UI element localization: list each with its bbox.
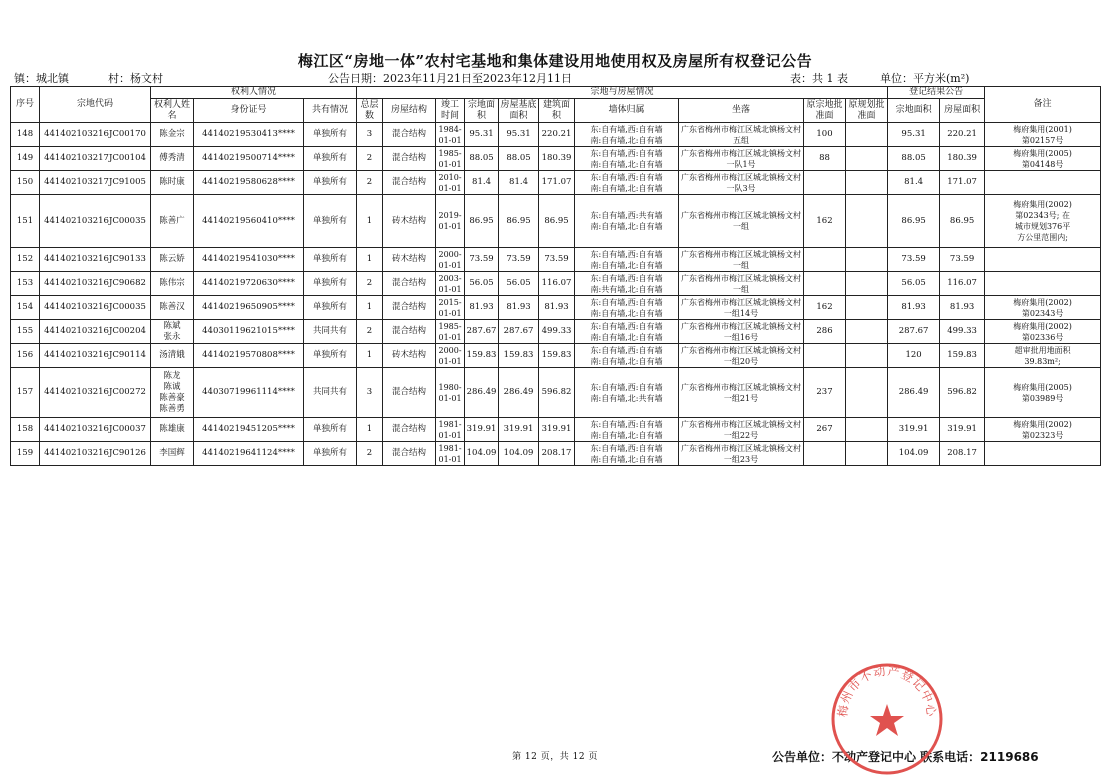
cell-result-area: 120 [888,344,940,368]
cell-name: 陈雄康 [151,418,194,442]
table-row [11,171,1101,195]
cell-code: 441402103216JC00035 [40,195,151,248]
cell-orig [804,272,846,296]
cell-location: 广东省梅州市梅江区城北镇杨文村一组 [679,272,804,296]
cell-area: 73.59 [465,248,499,272]
cell-year: 1981-01-01 [436,442,465,466]
cell-share: 单独所有 [304,418,357,442]
cell-result-area: 73.59 [888,248,940,272]
cell-wall: 东:自有墙,西:自有墙 南:自有墙,北:自有墙 [575,123,679,147]
header-location: 坐落 [679,99,804,123]
cell-result-house: 180.39 [940,147,985,171]
cell-seq: 155 [11,320,40,344]
cell-location: 广东省梅州市梅江区城北镇杨文村一组20号 [679,344,804,368]
cell-build: 220.21 [539,123,575,147]
cell-location: 广东省梅州市梅江区城北镇杨文村一组 [679,248,804,272]
header-area: 宗地面积 [465,99,499,123]
cell-id: 44140219650905**** [194,296,304,320]
cell-structure: 混合结构 [383,442,436,466]
cell-id: 44140219641124**** [194,442,304,466]
cell-name: 陈金宗 [151,123,194,147]
table-body [11,123,1101,466]
cell-name: 陈龙 陈诚 陈善豪 陈善勇 [151,368,194,418]
cell-location: 广东省梅州市梅江区城北镇杨文村一队3号 [679,171,804,195]
cell-location: 广东省梅州市梅江区城北镇杨文村一组14号 [679,296,804,320]
cell-result-area: 56.05 [888,272,940,296]
cell-structure: 混合结构 [383,147,436,171]
cell-share: 共同共有 [304,320,357,344]
cell-name: 陈善广 [151,195,194,248]
cell-location: 广东省梅州市梅江区城北镇杨文村一组 [679,195,804,248]
cell-remark: 梅府集用(2002) 第02323号 [985,418,1101,442]
cell-result-house: 116.07 [940,272,985,296]
cell-base: 286.49 [499,368,539,418]
cell-seq: 151 [11,195,40,248]
cell-location: 广东省梅州市梅江区城北镇杨文村一组21号 [679,368,804,418]
cell-remark: 梅府集用(2002) 第02336号 [985,320,1101,344]
table-row [11,296,1101,320]
cell-base: 86.95 [499,195,539,248]
table-row [11,195,1101,248]
cell-seq: 150 [11,171,40,195]
cell-build: 596.82 [539,368,575,418]
cell-id: 44140219580628**** [194,171,304,195]
cell-remark: 梅府集用(2002) 第02343号 [985,296,1101,320]
table-header [11,87,1101,123]
cell-remark: 梅府集用(2002) 第02343号; 在 城市规划376平 方公里范围内; [985,195,1101,248]
cell-area: 159.83 [465,344,499,368]
cell-wall: 东:自有墙,西:自有墙 南:共有墙,北:自有墙 [575,272,679,296]
cell-orig: 88 [804,147,846,171]
header-id: 身份证号 [194,99,304,123]
cell-result-house: 596.82 [940,368,985,418]
cell-structure: 混合结构 [383,171,436,195]
cell-structure: 混合结构 [383,272,436,296]
cell-id: 44140219570808**** [194,344,304,368]
cell-seq: 156 [11,344,40,368]
cell-seq: 152 [11,248,40,272]
cell-structure: 砖木结构 [383,195,436,248]
cell-base: 319.91 [499,418,539,442]
header-year: 竣工时间 [436,99,465,123]
cell-area: 286.49 [465,368,499,418]
cell-remark [985,442,1101,466]
cell-base: 287.67 [499,320,539,344]
cell-base: 81.4 [499,171,539,195]
cell-share: 单独所有 [304,171,357,195]
cell-floors: 2 [357,272,383,296]
cell-share: 单独所有 [304,147,357,171]
table-row [11,123,1101,147]
header-land-group: 宗地与房屋情况 [357,87,888,99]
cell-base: 81.93 [499,296,539,320]
cell-share: 单独所有 [304,296,357,320]
cell-result-house: 171.07 [940,171,985,195]
table-count: 表：共 1 表 [790,72,848,85]
cell-location: 广东省梅州市梅江区城北镇杨文村一组22号 [679,418,804,442]
cell-area: 95.31 [465,123,499,147]
cell-remark: 超审批用地面积 39.83m²; [985,344,1101,368]
cell-orig: 162 [804,296,846,320]
cell-base: 95.31 [499,123,539,147]
cell-id: 44140219560410**** [194,195,304,248]
cell-result-area: 104.09 [888,442,940,466]
cell-orig [804,442,846,466]
cell-id: 44030119621015**** [194,320,304,344]
cell-result-house: 220.21 [940,123,985,147]
cell-code: 441402103216JC90126 [40,442,151,466]
cell-build: 86.95 [539,195,575,248]
header-remark: 备注 [985,87,1101,123]
cell-seq: 159 [11,442,40,466]
cell-name: 陈云娇 [151,248,194,272]
cell-floors: 2 [357,171,383,195]
cell-plan [846,296,888,320]
cell-code: 441402103216JC90682 [40,272,151,296]
cell-result-area: 95.31 [888,123,940,147]
cell-remark [985,171,1101,195]
cell-id: 44140219451205**** [194,418,304,442]
cell-seq: 157 [11,368,40,418]
cell-plan [846,147,888,171]
cell-remark [985,272,1101,296]
cell-name: 陈斌 张永 [151,320,194,344]
cell-floors: 3 [357,368,383,418]
cell-result-area: 319.91 [888,418,940,442]
cell-base: 56.05 [499,272,539,296]
cell-code: 441402103216JC00272 [40,368,151,418]
table-row [11,344,1101,368]
svg-text:梅州市不动产登记中心: 梅州市不动产登记中心 [835,663,939,718]
cell-code: 441402103217JC00104 [40,147,151,171]
cell-location: 广东省梅州市梅江区城北镇杨文村一组16号 [679,320,804,344]
cell-orig [804,344,846,368]
announcement-period: 公告日期：2023年11月21日至2023年12月11日 [328,72,572,85]
cell-code: 441402103217JC91005 [40,171,151,195]
cell-wall: 东:自有墙,西:自有墙 南:自有墙,北:自有墙 [575,296,679,320]
cell-code: 441402103216JC00035 [40,296,151,320]
town-label: 镇：城北镇 [14,72,69,85]
cell-build: 73.59 [539,248,575,272]
cell-share: 单独所有 [304,195,357,248]
header-structure: 房屋结构 [383,99,436,123]
cell-structure: 砖木结构 [383,344,436,368]
cell-location: 广东省梅州市梅江区城北镇杨文村一组23号 [679,442,804,466]
cell-code: 441402103216JC00037 [40,418,151,442]
cell-code: 441402103216JC90114 [40,344,151,368]
page-number: 第 12 页，共 12 页 [512,752,598,762]
cell-code: 441402103216JC90133 [40,248,151,272]
cell-seq: 154 [11,296,40,320]
cell-year: 2000-01-01 [436,248,465,272]
cell-area: 86.95 [465,195,499,248]
cell-orig: 267 [804,418,846,442]
cell-wall: 东:自有墙,西:自有墙 南:自有墙,北:共有墙 [575,368,679,418]
cell-wall: 东:自有墙,西:自有墙 南:自有墙,北:自有墙 [575,248,679,272]
cell-result-house: 208.17 [940,442,985,466]
cell-build: 180.39 [539,147,575,171]
cell-year: 2019-01-01 [436,195,465,248]
cell-area: 81.4 [465,171,499,195]
cell-remark: 梅府集用(2005) 第03989号 [985,368,1101,418]
cell-area: 319.91 [465,418,499,442]
header-owner-group: 权利人情况 [151,87,357,99]
header-orig: 原宗地批准面 [804,99,846,123]
cell-seq: 148 [11,123,40,147]
cell-seq: 149 [11,147,40,171]
cell-orig [804,171,846,195]
cell-location: 广东省梅州市梅江区城北镇杨文村五组 [679,123,804,147]
header-base: 房屋基底面积 [500,99,537,121]
cell-year: 1984-01-01 [436,123,465,147]
header-result-area: 宗地面积 [888,99,940,123]
cell-build: 159.83 [539,344,575,368]
header-result-group: 登记结果公告 [888,87,985,99]
cell-result-area: 286.49 [888,368,940,418]
cell-orig: 100 [804,123,846,147]
cell-plan [846,368,888,418]
cell-plan [846,171,888,195]
cell-year: 2003-01-01 [436,272,465,296]
page-title: 梅江区“房地一体”农村宅基地和集体建设用地使用权及房屋所有权登记公告 [297,52,813,70]
registration-table [10,86,1101,466]
cell-result-house: 159.83 [940,344,985,368]
cell-wall: 东:自有墙,西:共有墙 南:自有墙,北:自有墙 [575,195,679,248]
cell-wall: 东:自有墙,西:自有墙 南:自有墙,北:自有墙 [575,320,679,344]
cell-seq: 158 [11,418,40,442]
cell-result-house: 81.93 [940,296,985,320]
cell-name: 汤清娥 [151,344,194,368]
cell-share: 共同共有 [304,368,357,418]
cell-wall: 东:自有墙,西:自有墙 南:自有墙,北:自有墙 [575,147,679,171]
cell-seq: 153 [11,272,40,296]
cell-code: 441402103216JC00204 [40,320,151,344]
cell-remark: 梅府集用(2001) 第02157号 [985,123,1101,147]
cell-id: 44140219530413**** [194,123,304,147]
cell-result-area: 287.67 [888,320,940,344]
cell-year: 1981-01-01 [436,418,465,442]
header-result-house: 房屋面积 [940,99,985,123]
cell-structure: 混合结构 [383,123,436,147]
cell-floors: 3 [357,123,383,147]
cell-name: 李国辉 [151,442,194,466]
cell-area: 104.09 [465,442,499,466]
cell-floors: 2 [357,320,383,344]
cell-name: 陈伟宗 [151,272,194,296]
cell-year: 1985-01-01 [436,147,465,171]
header-share: 共有情况 [304,99,357,123]
cell-share: 单独所有 [304,272,357,296]
cell-id: 44140219500714**** [194,147,304,171]
cell-plan [846,248,888,272]
header-floors: 总层数 [357,99,383,123]
cell-result-area: 81.4 [888,171,940,195]
cell-id: 44140219720630**** [194,272,304,296]
cell-structure: 混合结构 [383,320,436,344]
cell-plan [846,442,888,466]
village-label: 村：杨文村 [108,72,163,85]
cell-plan [846,123,888,147]
cell-year: 2015-01-01 [436,296,465,320]
cell-year: 1980-01-01 [436,368,465,418]
table-row [11,320,1101,344]
cell-orig: 286 [804,320,846,344]
cell-name: 傅秀清 [151,147,194,171]
cell-area: 56.05 [465,272,499,296]
cell-floors: 1 [357,344,383,368]
cell-build: 499.33 [539,320,575,344]
cell-floors: 1 [357,296,383,320]
cell-build: 171.07 [539,171,575,195]
cell-location: 广东省梅州市梅江区城北镇杨文村一队1号 [679,147,804,171]
cell-base: 104.09 [499,442,539,466]
cell-plan [846,320,888,344]
table-row [11,418,1101,442]
cell-share: 单独所有 [304,123,357,147]
unit-label: 单位：平方米(m²) [880,72,970,85]
cell-name: 陈时康 [151,171,194,195]
cell-build: 208.17 [539,442,575,466]
cell-wall: 东:自有墙,西:自有墙 南:自有墙,北:自有墙 [575,442,679,466]
cell-plan [846,418,888,442]
cell-floors: 1 [357,195,383,248]
table-row [11,272,1101,296]
header-plan: 原规划批准面 [846,99,888,123]
cell-year: 2000-01-01 [436,344,465,368]
cell-result-area: 86.95 [888,195,940,248]
header-build: 建筑面积 [539,99,575,123]
cell-result-house: 499.33 [940,320,985,344]
cell-floors: 2 [357,147,383,171]
cell-floors: 1 [357,418,383,442]
header-code: 宗地代码 [40,87,151,123]
cell-floors: 2 [357,442,383,466]
cell-wall: 东:自有墙,西:自有墙 南:自有墙,北:自有墙 [575,344,679,368]
cell-result-house: 73.59 [940,248,985,272]
cell-orig: 162 [804,195,846,248]
cell-id: 44030719961114**** [194,368,304,418]
cell-structure: 混合结构 [383,296,436,320]
header-seq: 序号 [11,87,40,123]
cell-result-house: 319.91 [940,418,985,442]
cell-wall: 东:自有墙,西:自有墙 南:自有墙,北:自有墙 [575,418,679,442]
cell-year: 1985-01-01 [436,320,465,344]
header-wall: 墙体归属 [575,99,679,123]
cell-share: 单独所有 [304,442,357,466]
table-row [11,248,1101,272]
cell-plan [846,195,888,248]
cell-orig [804,248,846,272]
cell-structure: 混合结构 [383,418,436,442]
cell-remark [985,248,1101,272]
table-row [11,368,1101,418]
cell-base: 88.05 [499,147,539,171]
cell-build: 319.91 [539,418,575,442]
cell-area: 81.93 [465,296,499,320]
cell-result-area: 88.05 [888,147,940,171]
cell-build: 116.07 [539,272,575,296]
cell-floors: 1 [357,248,383,272]
cell-result-area: 81.93 [888,296,940,320]
cell-area: 287.67 [465,320,499,344]
official-seal-stamp [828,660,946,778]
cell-wall: 东:自有墙,西:自有墙 南:自有墙,北:自有墙 [575,171,679,195]
cell-base: 73.59 [499,248,539,272]
cell-build: 81.93 [539,296,575,320]
cell-share: 单独所有 [304,248,357,272]
cell-code: 441402103216JC00170 [40,123,151,147]
cell-year: 2010-01-01 [436,171,465,195]
header-name: 权利人姓名 [151,99,194,123]
cell-plan [846,344,888,368]
table-row [11,147,1101,171]
cell-name: 陈善汉 [151,296,194,320]
cell-area: 88.05 [465,147,499,171]
footer-contact: 公告单位：不动产登记中心 联系电话：2119686 [772,750,1039,764]
cell-id: 44140219541030**** [194,248,304,272]
cell-structure: 砖木结构 [383,248,436,272]
cell-base: 159.83 [499,344,539,368]
table-row [11,442,1101,466]
cell-remark: 梅府集用(2005) 第04148号 [985,147,1101,171]
cell-share: 单独所有 [304,344,357,368]
cell-result-house: 86.95 [940,195,985,248]
cell-structure: 混合结构 [383,368,436,418]
cell-plan [846,272,888,296]
cell-orig: 237 [804,368,846,418]
